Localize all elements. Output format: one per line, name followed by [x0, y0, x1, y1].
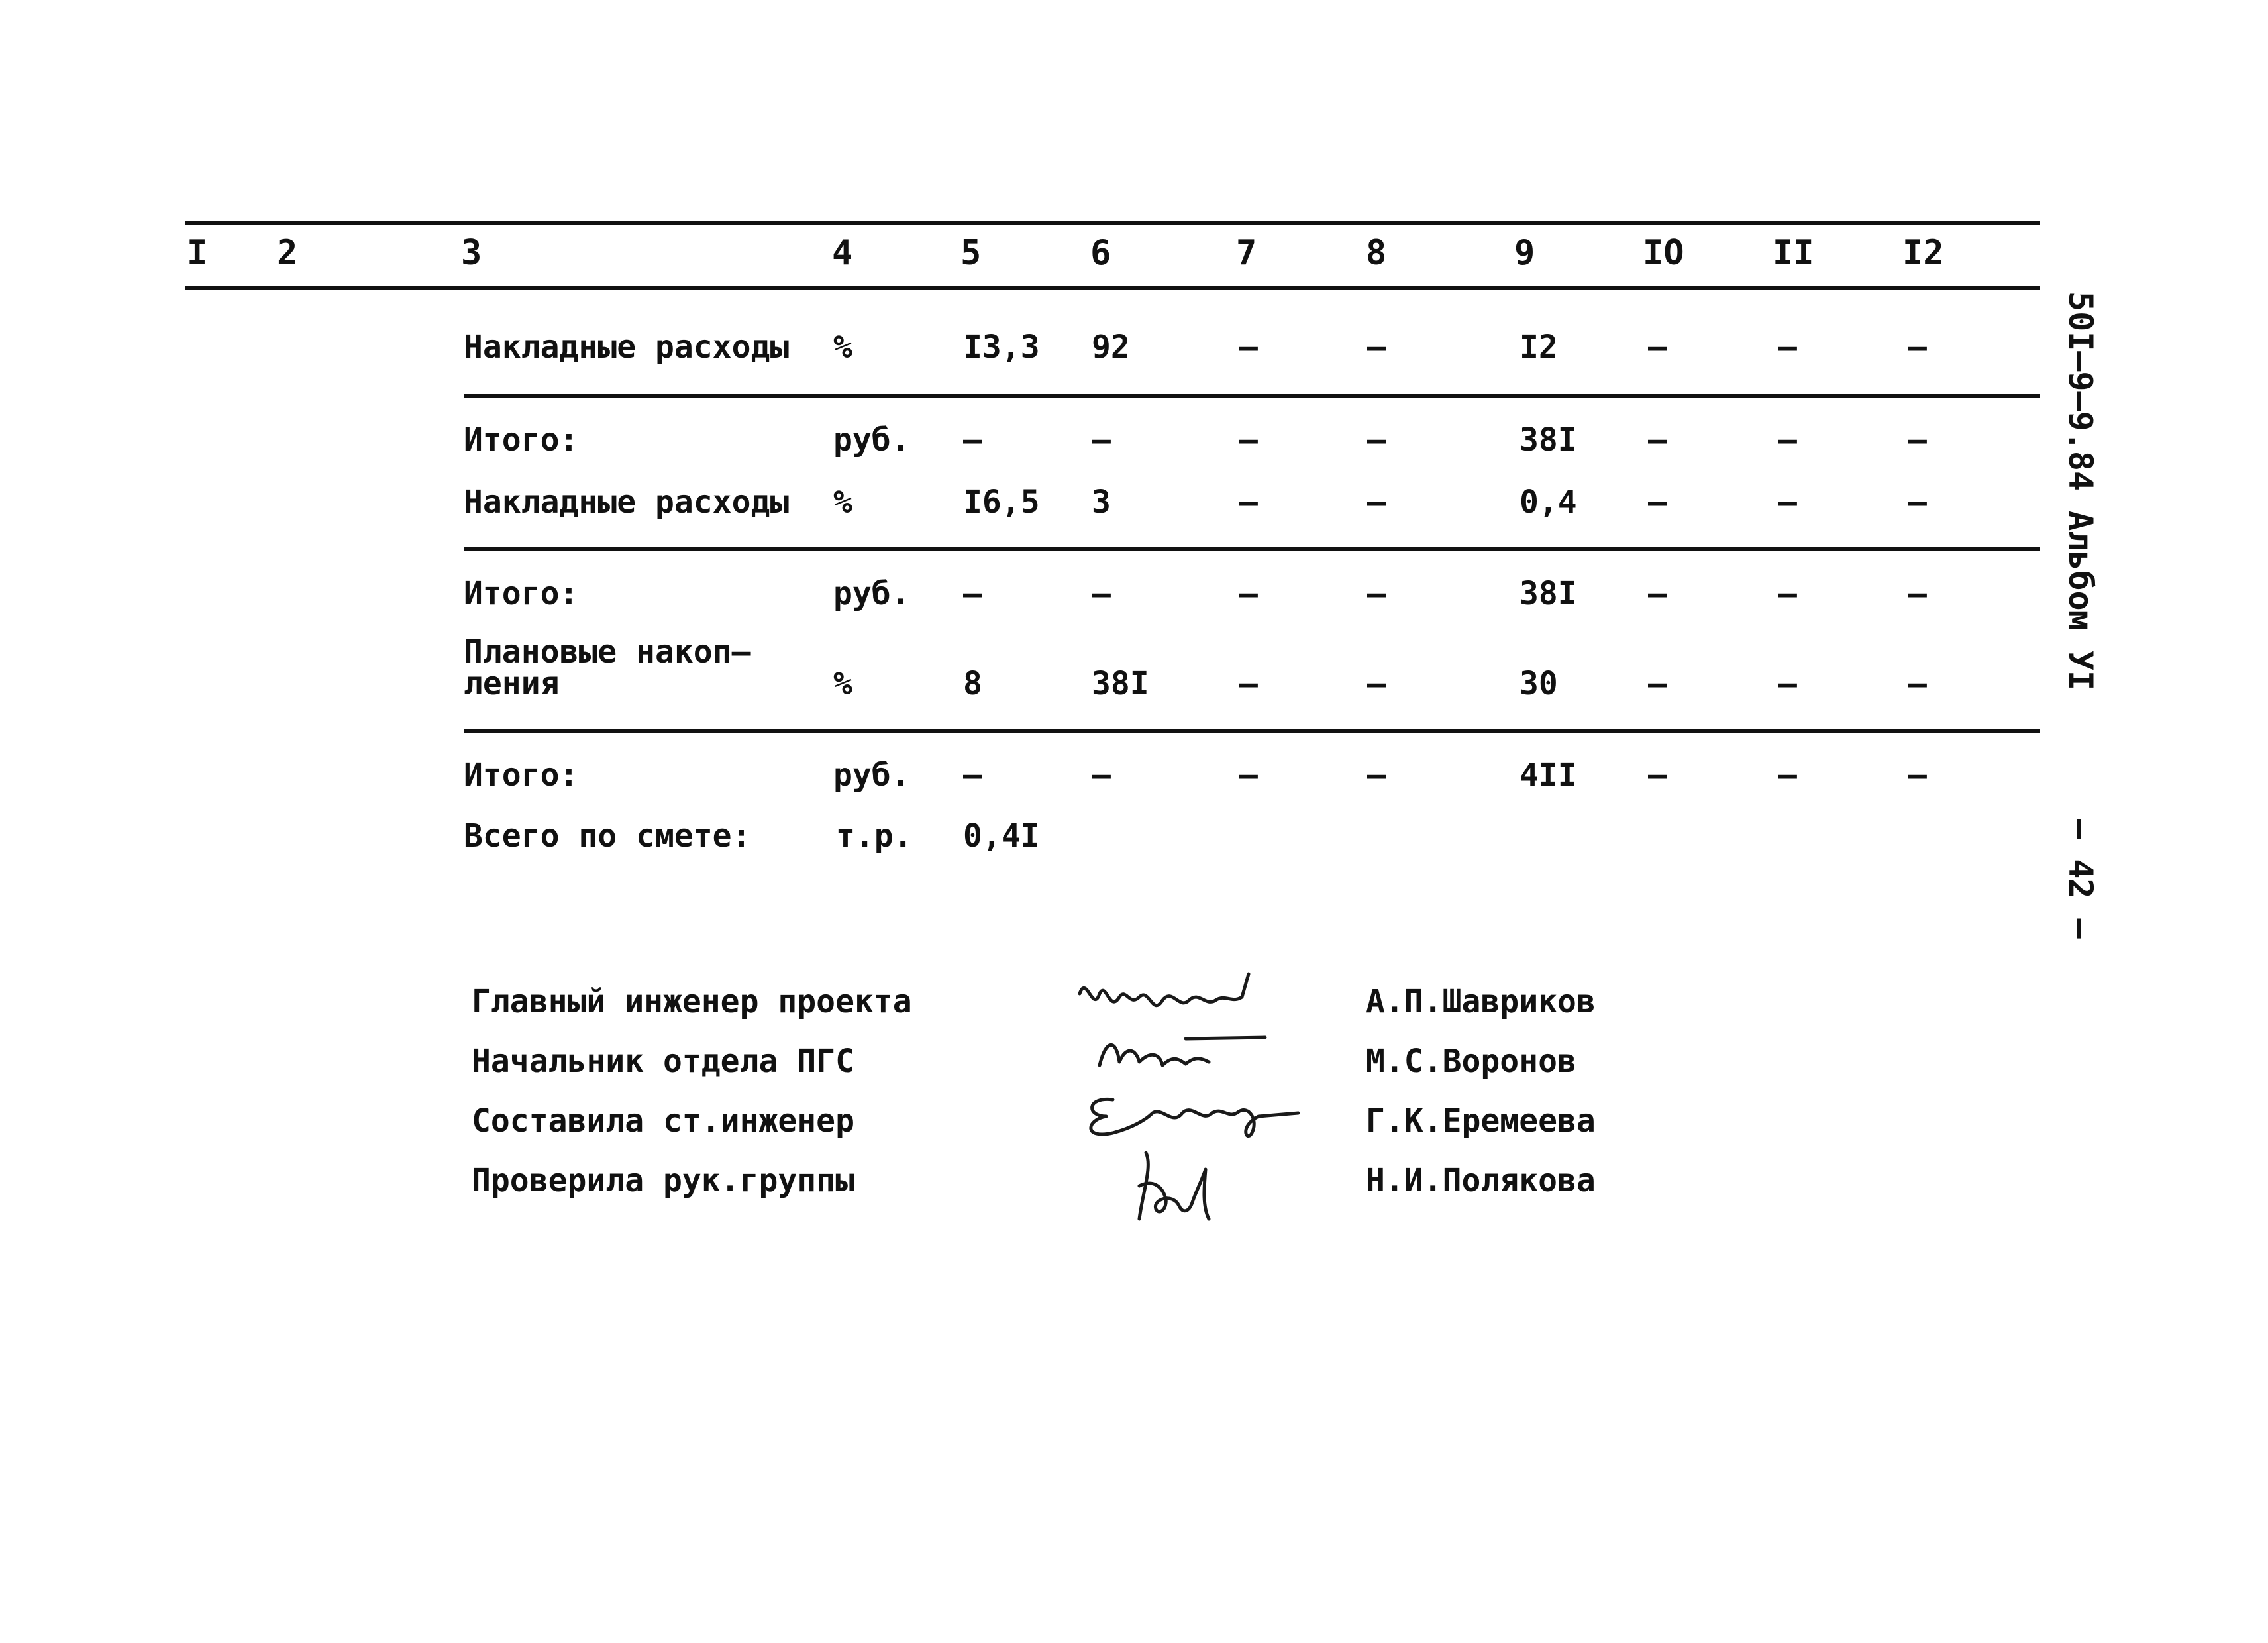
row-col7: –: [1239, 484, 1258, 521]
col-header-7: 7: [1236, 233, 1257, 273]
row-col10: –: [1648, 665, 1667, 702]
row-name-line1: Плановые накоп–: [464, 633, 751, 670]
row-col7: –: [1239, 665, 1258, 702]
row-col12: –: [1908, 484, 1927, 521]
row-name: Итого:: [464, 421, 579, 458]
row-col10: –: [1648, 757, 1667, 794]
signer-title: Проверила рук.группы: [472, 1162, 854, 1199]
section-rule: [464, 547, 2040, 551]
header-bottom-rule: [185, 286, 2040, 290]
row-col5: 8: [963, 665, 982, 702]
row-col6: 3: [1092, 484, 1111, 521]
col-header-2: 2: [277, 233, 298, 273]
page-number: – 42 –: [2061, 819, 2100, 939]
row-col10: –: [1648, 329, 1667, 366]
col-header-1: I: [187, 233, 208, 273]
row-col8: –: [1367, 757, 1386, 794]
col-header-12: I2: [1902, 233, 1944, 273]
section-rule: [464, 394, 2040, 398]
signer-title: Составила ст.инженер: [472, 1102, 854, 1140]
col-header-10: IO: [1643, 233, 1684, 273]
col-header-4: 4: [832, 233, 853, 273]
row-col11: –: [1778, 329, 1797, 366]
row-unit: %: [833, 329, 852, 366]
row-col9: 38I: [1520, 421, 1577, 458]
signer-name: А.П.Шавриков: [1366, 983, 1596, 1020]
row-col9: 38I: [1520, 575, 1577, 612]
row-col5: –: [963, 421, 982, 458]
col-header-3: 3: [461, 233, 482, 273]
handwritten-signature: [1126, 1140, 1245, 1232]
row-col5: –: [963, 575, 982, 612]
col-header-6: 6: [1090, 233, 1111, 273]
table-top-rule: [185, 221, 2040, 225]
row-col5: 0,4I: [963, 818, 1040, 855]
col-header-9: 9: [1514, 233, 1535, 273]
row-col9: 4II: [1520, 757, 1577, 794]
row-col7: –: [1239, 757, 1258, 794]
row-name-line2: ления: [464, 665, 560, 702]
row-unit: руб.: [833, 421, 910, 458]
row-col5: –: [963, 757, 982, 794]
signer-title: Начальник отдела ПГС: [472, 1043, 854, 1080]
handwritten-signature: [1073, 967, 1272, 1027]
row-col9: 30: [1520, 665, 1558, 702]
row-name: Накладные расходы: [464, 484, 790, 521]
row-col7: –: [1239, 575, 1258, 612]
row-col6: 92: [1092, 329, 1130, 366]
row-col8: –: [1367, 665, 1386, 702]
row-col8: –: [1367, 484, 1386, 521]
row-col7: –: [1239, 421, 1258, 458]
row-col11: –: [1778, 575, 1797, 612]
row-name: Всего по смете:: [464, 818, 751, 855]
row-col6: –: [1092, 421, 1111, 458]
row-unit: руб.: [833, 757, 910, 794]
row-col10: –: [1648, 421, 1667, 458]
row-col10: –: [1648, 575, 1667, 612]
row-col10: –: [1648, 484, 1667, 521]
row-col9: I2: [1520, 329, 1558, 366]
document-code: 50I–9–9.84 Альбом УI: [2061, 292, 2100, 691]
signer-title: Главный инженер проекта: [472, 983, 912, 1020]
row-name: Итого:: [464, 575, 579, 612]
handwritten-signature: [1086, 1026, 1272, 1079]
row-col8: –: [1367, 329, 1386, 366]
signer-name: Г.К.Еремеева: [1366, 1102, 1596, 1140]
row-col12: –: [1908, 757, 1927, 794]
row-unit: руб.: [833, 575, 910, 612]
row-col5: I6,5: [963, 484, 1040, 521]
row-name: Накладные расходы: [464, 329, 790, 366]
col-header-11: II: [1773, 233, 1814, 273]
row-col6: –: [1092, 757, 1111, 794]
row-col8: –: [1367, 575, 1386, 612]
row-col12: –: [1908, 329, 1927, 366]
row-col7: –: [1239, 329, 1258, 366]
row-unit: %: [833, 665, 852, 702]
row-col9: 0,4: [1520, 484, 1577, 521]
row-col6: 38I: [1092, 665, 1149, 702]
row-col12: –: [1908, 575, 1927, 612]
col-header-8: 8: [1366, 233, 1387, 273]
signer-name: М.С.Воронов: [1366, 1043, 1576, 1080]
row-col12: –: [1908, 665, 1927, 702]
row-col11: –: [1778, 484, 1797, 521]
col-header-5: 5: [960, 233, 982, 273]
row-col11: –: [1778, 421, 1797, 458]
row-col11: –: [1778, 665, 1797, 702]
row-unit: %: [833, 484, 852, 521]
row-col11: –: [1778, 757, 1797, 794]
row-name: Итого:: [464, 757, 579, 794]
row-col8: –: [1367, 421, 1386, 458]
row-col6: –: [1092, 575, 1111, 612]
row-col5: I3,3: [963, 329, 1040, 366]
section-rule: [464, 729, 2040, 733]
row-unit: т.р.: [836, 818, 913, 855]
signer-name: Н.И.Полякова: [1366, 1162, 1596, 1199]
row-col12: –: [1908, 421, 1927, 458]
